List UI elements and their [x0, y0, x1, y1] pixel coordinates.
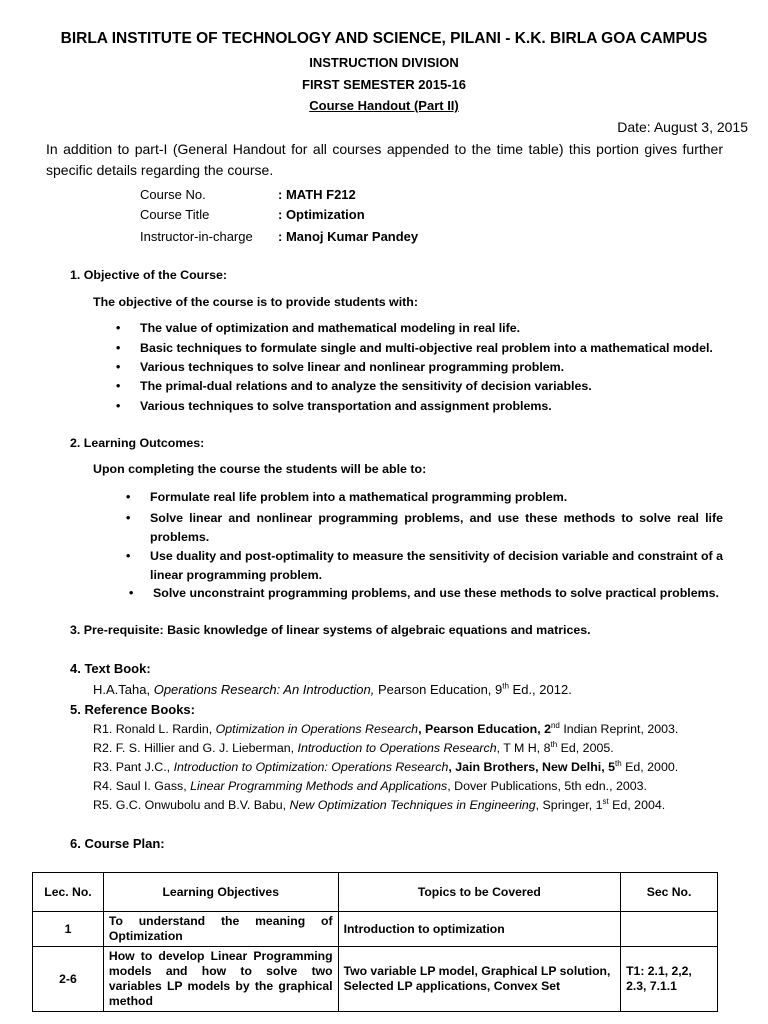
outcome-item: • Use duality and post-optimality to measure the sensitivity of decision variable and constraint of a linear programming problem. — [150, 547, 723, 585]
reference-sup: th — [615, 758, 622, 768]
textbook-year: Ed., 2012. — [508, 682, 572, 697]
reference-publisher: , Pearson Education, 2 — [418, 722, 551, 736]
handout-date: Date: August 3, 2015 — [617, 119, 748, 135]
table-row — [33, 947, 718, 1012]
institute-name: BIRLA INSTITUTE OF TECHNOLOGY AND SCIENCE, PILANI - K.K. BIRLA GOA CAMPUS — [60, 30, 708, 47]
reference-publisher: , Springer, 1 — [535, 798, 603, 812]
objective-item: • The value of optimization and mathematical modeling in real life. — [140, 321, 520, 335]
division-title: INSTRUCTION DIVISION — [309, 55, 459, 70]
reference-publisher: , Dover Publications, 5th edn., 2003. — [447, 779, 648, 793]
course-title-label: Course Title — [140, 207, 210, 222]
reference-item — [93, 798, 665, 812]
lecture-number: 1 — [33, 912, 104, 947]
table-row — [33, 912, 718, 947]
textbook-publisher: Pearson Education, 9 — [374, 682, 503, 697]
reference-item — [93, 760, 678, 774]
reference-item — [93, 779, 647, 793]
objective-item: • Various techniques to solve linear and nonlinear programming problem. — [140, 360, 564, 374]
textbook-heading: 4. Text Book: — [70, 661, 151, 676]
topics-covered: Two variable LP model, Graphical LP solution, Selected LP applications, Convex Set — [338, 947, 621, 1012]
reference-item — [93, 741, 614, 755]
course-plan-table — [32, 872, 718, 1012]
column-header: Topics to be Covered — [338, 873, 621, 912]
course-title-value: : Optimization — [278, 207, 365, 222]
textbook-author: H.A.Taha, — [93, 682, 154, 697]
reference-sup: st — [602, 796, 609, 806]
reference-publisher: , Jain Brothers, New Delhi, 5 — [448, 760, 616, 774]
reference-edition: Ed, 2004. — [608, 798, 666, 812]
objective-item: • The primal-dual relations and to analyze the sensitivity of decision variables. — [140, 379, 592, 393]
reference-author: R3. Pant J.C., — [93, 760, 174, 774]
lecture-number: 2-6 — [33, 947, 104, 1012]
learning-objective: How to develop Linear Programming models and how to solve two variables LP models by the graphical method — [103, 947, 338, 1012]
semester-title: FIRST SEMESTER 2015-16 — [302, 77, 466, 92]
outcome-item: • Solve unconstraint programming problems, and use these methods to solve practical problems. — [153, 586, 719, 600]
reference-edition: Ed, 2005. — [557, 741, 614, 755]
reference-sup: th — [550, 739, 558, 749]
objective-item: • Basic techniques to formulate single and multi-objective real problem into a mathematical model. — [140, 341, 713, 355]
topics-covered: Introduction to optimization — [338, 912, 621, 947]
section-number: T1: 2.1, 2,2, 2.3, 7.1.1 — [621, 947, 718, 1012]
reference-title: Introduction to Optimization: Operations Research — [173, 760, 449, 774]
learning-objective: To understand the meaning of Optimization — [103, 912, 338, 947]
reference-sup: nd — [550, 720, 560, 730]
reference-author: R4. Saul I. Gass, — [93, 779, 191, 793]
objective-item: • Various techniques to solve transportation and assignment problems. — [140, 399, 552, 413]
reference-author: R2. F. S. Hillier and G. J. Lieberman, — [93, 741, 298, 755]
reference-author: R5. G.C. Onwubolu and B.V. Babu, — [93, 798, 290, 812]
instructor-value: : Manoj Kumar Pandey — [278, 229, 419, 244]
handout-title: Course Handout (Part II) — [309, 98, 459, 113]
objective-heading: 1. Objective of the Course: — [70, 268, 227, 282]
reference-item — [93, 722, 678, 736]
outcome-item: • Formulate real life problem into a mathematical programming problem. — [150, 490, 567, 504]
reference-title: Optimization in Operations Research — [215, 722, 419, 736]
course-plan-heading: 6. Course Plan: — [70, 836, 165, 851]
textbook-edition-sup: th — [502, 681, 509, 691]
reference-edition: Ed, 2000. — [621, 760, 679, 774]
reference-author: R1. Ronald L. Rardin, — [93, 722, 216, 736]
reference-title: Introduction to Operations Research — [297, 741, 497, 755]
intro-paragraph: In addition to part-I (General Handout for all courses appended to the time table) this portion gives further specific details regarding the course. — [46, 141, 723, 178]
table-header-row — [33, 873, 718, 912]
objective-lead: The objective of the course is to provide students with: — [93, 295, 418, 309]
reference-title: New Optimization Techniques in Engineering — [289, 798, 536, 812]
textbook-title: Operations Research: An Introduction, — [153, 682, 375, 697]
prerequisite-label: 3. Pre-requisite: — [70, 623, 164, 637]
reference-publisher: , T M H, 8 — [496, 741, 551, 755]
references-heading: 5. Reference Books: — [70, 702, 195, 717]
column-header: Lec. No. — [33, 873, 104, 912]
instructor-label: Instructor-in-charge — [140, 229, 253, 244]
reference-edition: Indian Reprint, 2003. — [559, 722, 679, 736]
course-no-label: Course No. — [140, 187, 206, 202]
prerequisite-text: Basic knowledge of linear systems of algebraic equations and matrices. — [167, 623, 591, 637]
column-header: Sec No. — [621, 873, 718, 912]
section-number — [621, 912, 718, 947]
outcomes-heading: 2. Learning Outcomes: — [70, 436, 205, 450]
textbook-entry — [93, 682, 572, 697]
prerequisite-line — [70, 623, 591, 637]
outcomes-lead: Upon completing the course the students will be able to: — [93, 462, 427, 476]
reference-title: Linear Programming Methods and Applications — [190, 779, 448, 793]
course-no-value: : MATH F212 — [278, 187, 356, 202]
column-header: Learning Objectives — [103, 873, 338, 912]
outcome-item: • Solve linear and nonlinear programming problems, and use these methods to solve real life problems. — [150, 509, 723, 547]
